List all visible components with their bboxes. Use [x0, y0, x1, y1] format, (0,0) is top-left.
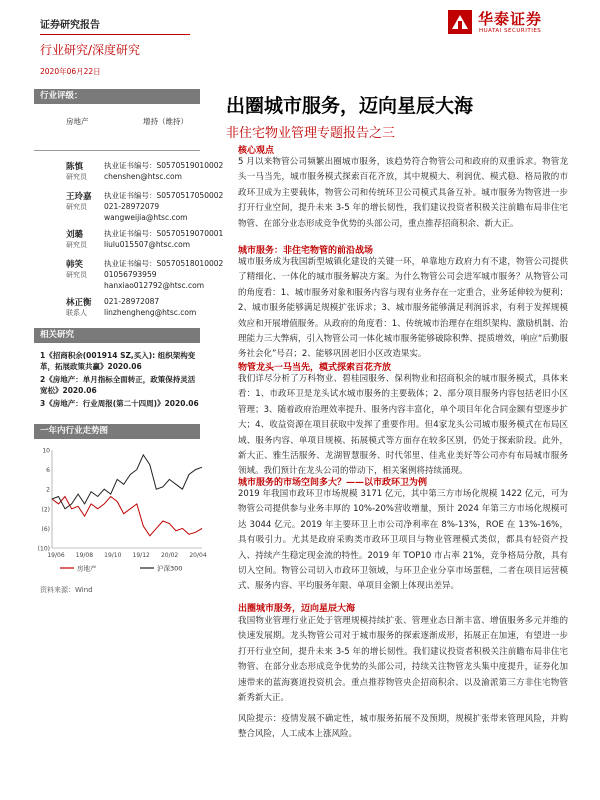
- y-tick-label: (2): [41, 506, 50, 514]
- analyst-email[interactable]: wangweijia@htsc.com: [104, 213, 188, 222]
- y-tick-label: 2: [46, 486, 50, 494]
- section-text: 我国物业管理行业正处于管理规模持续扩张、管理业态日渐丰富、增值服务多元并维的快速发展期。龙头物管公司对于城市服务的探索逐渐成形，拓展正在加速，有望进一步打开行业空间，提升未来 3-5 年的增长韧性。我们建议投资者积极关注前瞻布局非住宅物管、在部分业态形成竞争优势的头部公司，持续关注物管龙头集中度提升，证券化加速带来的蓝海赛道投资机会。重点推荐物管央企招商积余、以及渝派第三方非住宅物管新秀新大正。: [238, 616, 568, 704]
- related-item[interactable]: 3《房地产：行业周报(第二十四周)》2020.06: [40, 399, 199, 408]
- y-tick-label: (10): [37, 545, 50, 553]
- x-tick-label: 20/02: [160, 552, 179, 559]
- analyst-name: 林正衡: [66, 298, 92, 308]
- section-heading: 城市服务的市场空间多大？——以市政环卫为例: [238, 478, 428, 488]
- section-text: 我们详尽分析了万科物业、碧桂园服务、保利物业和招商积余的城市服务模式，具体来看：1、市政环卫是龙头试水城市服务的主要载体；2、部分项目服务内容包括老旧小区管理；3、随着政府治理效率提升、服务内容丰富化，单个项目年化合同金额有望逐步扩大；4、收益资源在项目获取中发挥了重要作用。但4家龙头公司城市服务模式在布局区域、服务内容、单项目规模、拓展模式等方面存在较多区别，仍处于探索阶段。此外，新大正、雅生活服务、龙湖智慧服务、时代邻里、佳兆业美好等公司亦有布局城市服务领域。我们预计在龙头公司的带动下，相关案例将持续涌现。: [238, 374, 568, 477]
- logo-en: HUATAI SECURITIES: [479, 28, 542, 34]
- legend-label: 沪深300: [157, 564, 183, 573]
- analyst-role: 研究员: [66, 203, 87, 211]
- core-view-heading: 核心观点: [238, 146, 275, 156]
- cert-number: S0570519010002: [156, 161, 224, 170]
- rating-value: 增持（维持）: [143, 117, 188, 126]
- cert-label: 执业证书编号：: [104, 161, 157, 170]
- rating-divider: [34, 150, 200, 151]
- legend-label: 房地产: [77, 564, 97, 573]
- analyst-name: 王玲嘉: [66, 192, 92, 202]
- x-tick-label: 19/10: [104, 552, 122, 559]
- analyst-email[interactable]: liulu015507@htsc.com: [104, 240, 191, 249]
- analyst-role: 联系人: [66, 309, 87, 317]
- header-divider: [40, 34, 190, 35]
- trend-chart-title: 一年内行业走势图: [34, 424, 200, 439]
- related-research-list: [40, 350, 200, 409]
- analyst-email[interactable]: hanxiao012792@htsc.com: [104, 281, 205, 290]
- logo-cn: 华泰证券: [478, 10, 543, 28]
- huatai-logo-icon: [448, 10, 472, 34]
- cert-number: S0570519070001: [156, 229, 224, 238]
- rating-industry: 房地产: [66, 117, 89, 126]
- analyst-name: 刘璐: [66, 230, 84, 240]
- core-view-text: 5 月以来物管公司频繁出圈城市服务，该趋势符合物管公司和政府的双重诉求。物管龙头一马当先，城市服务模式探索百花齐放，其中规模大、利润优、模式稳、格局散的市政环卫成为主要载体，物管公司和传统环卫公司模式具备互补。城市服务为物管进一步打开行业空间，提升未来 3-5 年的增长韧性，我们建议投资者积极关注前瞻布局非住宅物管、在部分业态形成竞争优势的头部公司，重点推荐招商积余、新大正。: [238, 157, 568, 229]
- analyst-phone: 021-28972079: [104, 202, 160, 211]
- analyst-email[interactable]: linzhengheng@htsc.com: [104, 308, 197, 317]
- report-category: 行业研究/深度研究: [40, 43, 141, 57]
- risk-notice: 风险提示：疫情发展不确定性，城市服务拓展不及预期，规模扩张带来管理风险，并购整合风险，人工成本上涨风险。: [238, 714, 568, 740]
- related-item[interactable]: 2《房地产：单月指标全面转正，政策保持灵活宽松》2020.06: [40, 375, 196, 395]
- section-text: 2019 年我国市政环卫市场规模 3171 亿元，其中第三方市场化规模 1422 亿元，可为物管公司提供参与业务丰厚的 10%-20%营收增量，预计 2024 年第三方市场化规模可达 3044 亿元。2019 年主要环卫上市公司净利率在 8%-13%，ROE 在 13%-16%，具有吸引力。尤其是政府采购类市政环卫项目与物业管理模式类似，都具有轻资产投入、持续产生稳定现金流的特性。2019 年 TOP10 市占率 21%，竞争格局分散，具有切入空间。物管公司切入市政环卫领域，与环卫企业分享市场蛋糕，二者在项目运营模式、服务内容、平均服务年限、单项目金额上体现出差异。: [238, 489, 568, 592]
- analyst-phone: 021-28972087: [104, 297, 160, 306]
- cert-label: 执业证书编号：: [104, 259, 157, 268]
- chart-source: 资料来源：Wind: [40, 586, 93, 594]
- analyst-name: 陈慎: [66, 162, 84, 172]
- cert-label: 执业证书编号：: [104, 229, 157, 238]
- analyst-role: 研究员: [66, 271, 87, 279]
- section-heading: 城市服务：非住宅物管的前沿战场: [238, 246, 374, 256]
- analyst-name: 韩笑: [66, 260, 84, 270]
- cert-number: S0570518010002: [156, 259, 224, 268]
- y-tick-label: (6): [41, 525, 50, 533]
- section-heading: 出圈城市服务，迈向星辰大海: [238, 604, 356, 614]
- cert-label: 执业证书编号：: [104, 191, 157, 200]
- y-tick-label: 10: [42, 447, 50, 455]
- analyst-phone: 01056793959: [104, 270, 157, 279]
- section-heading: 物管龙头一马当先，模式探索百花齐放: [238, 363, 392, 373]
- related-item[interactable]: 1《招商积余(001914 SZ,买入): 组织架构变革，拓展政策共赢》2020.06: [40, 351, 196, 371]
- report-title: 出圈城市服务，迈向星辰大海: [226, 95, 474, 117]
- analyst-role: 研究员: [66, 241, 87, 249]
- cert-number: S0570517050002: [156, 191, 224, 200]
- report-type: 证券研究报告: [40, 20, 100, 31]
- x-tick-label: 20/04: [189, 552, 207, 559]
- series-line: [52, 497, 202, 536]
- y-tick-label: 6: [46, 467, 50, 475]
- analyst-email[interactable]: chenshen@htsc.com: [104, 172, 182, 181]
- rating-section-title: 行业评级：: [34, 89, 200, 104]
- report-subtitle: 非住宅物业管理专题报告之三: [226, 126, 396, 141]
- logo: [448, 6, 578, 38]
- trend-chart: [30, 442, 210, 587]
- analyst-role: 研究员: [66, 173, 87, 181]
- report-date: 2020年06月22日: [40, 67, 101, 76]
- x-tick-label: 19/08: [75, 552, 94, 559]
- series-line: [52, 455, 202, 509]
- x-tick-label: 19/06: [47, 552, 65, 559]
- related-research-title: 相关研究: [34, 328, 200, 343]
- section-text: 城市服务成为我国新型城镇化建设的关键一环，单靠地方政府力有不逮，物管公司提供了精细化、一体化的城市服务解决方案。为什么物管公司会进军城市服务？从物管公司的角度看：1、城市服务对象和服务内容与现有业务存在一定重合，业务延伸较为便利；2、城市服务能够满足规模扩张诉求；3、城市服务能够满足利润诉求，有利于发挥规模效应和开展增值服务。从政府的角度看：1、传统城市治理存在组织架构、激励机制、治理能力三大弊病，引入物管公司一体化城市服务能够破除积弊、提质增效，响应“后勤服务社会化”号召；2、能够巩固老旧小区改造果实。: [238, 257, 568, 360]
- x-tick-label: 19/12: [132, 552, 150, 559]
